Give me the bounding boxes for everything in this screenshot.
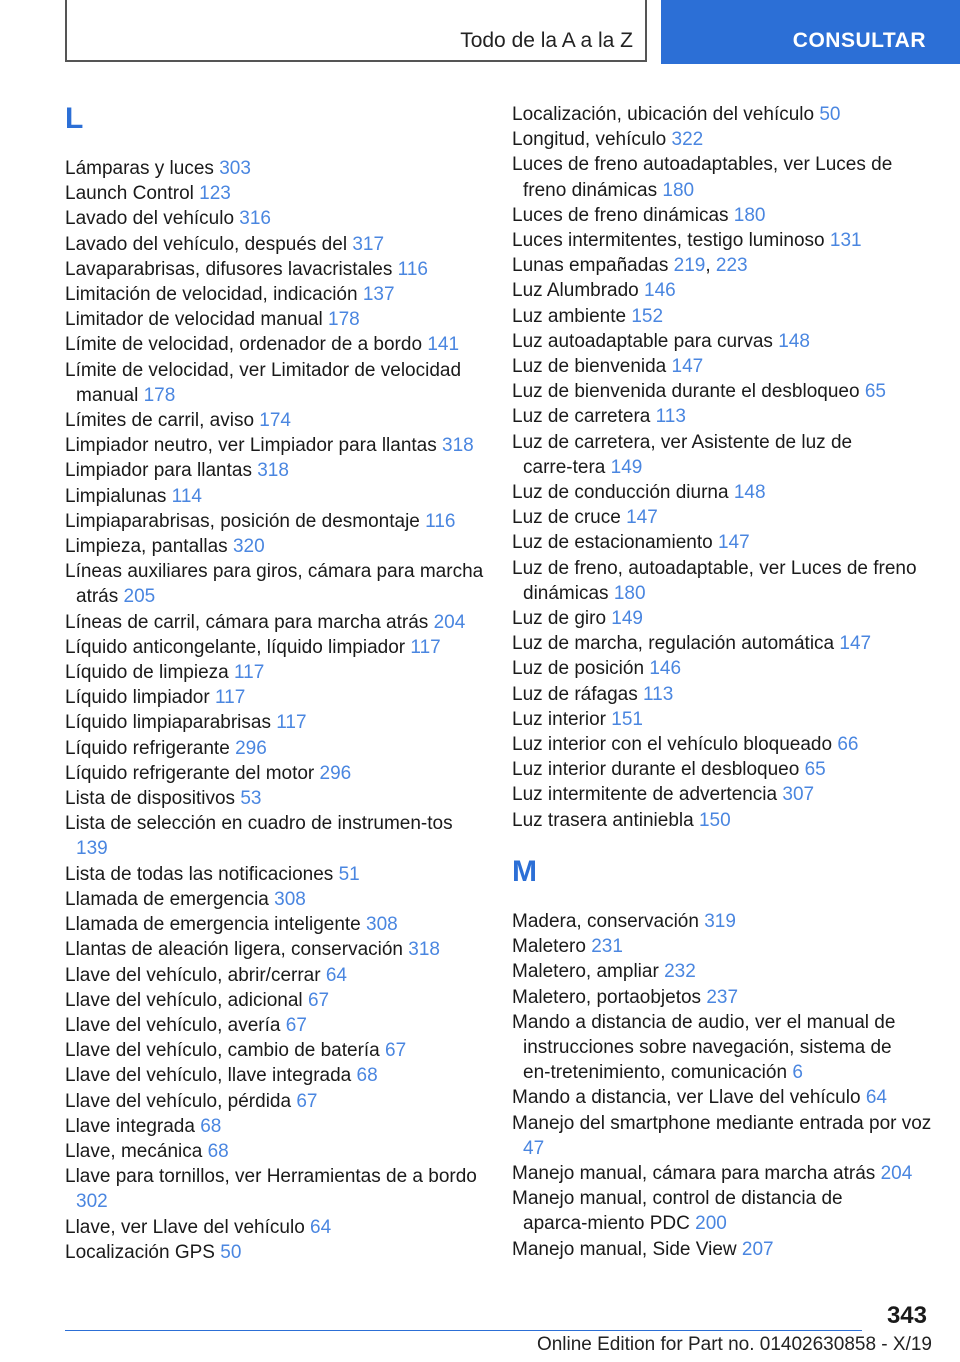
index-entry — [65, 1063, 485, 1088]
index-entry-text: Límite de velocidad, ordenador de a bordo — [65, 334, 428, 356]
section-tab-label: Todo de la A a la Z — [460, 29, 633, 52]
index-entry — [65, 307, 485, 332]
page-link[interactable]: 50 — [819, 104, 841, 125]
index-entry-text: Localización, ubicación del vehículo — [512, 104, 820, 125]
page-header — [65, 0, 960, 64]
index-entry-text: Lista de todas las notificaciones — [65, 863, 339, 885]
index-entry — [512, 656, 932, 681]
page-link[interactable]: 64 — [310, 1216, 332, 1238]
index-entry — [65, 610, 485, 635]
index-entry-text: Madera, conservación — [512, 910, 705, 932]
page-link[interactable]: 65 — [804, 759, 826, 781]
page-link[interactable]: 180 — [662, 179, 695, 201]
page-link[interactable]: 139 — [76, 838, 108, 860]
index-entry-text: Limpialunas — [65, 485, 172, 507]
index-entry — [512, 530, 932, 555]
index-entry-text: Luz trasera antiniebla — [512, 809, 699, 831]
index-entry-text: Launch Control — [65, 183, 200, 205]
index-entry-text: Luz interior durante el desbloqueo — [512, 759, 805, 781]
index-entry-text: Maletero, ampliar — [512, 961, 665, 983]
index-entry-text: Manejo del smartphone mediante entrada por voz — [512, 1112, 932, 1134]
page-link[interactable]: 320 — [232, 536, 265, 558]
page-link[interactable]: 67 — [285, 1014, 307, 1036]
index-entry — [65, 282, 485, 307]
index-entry-text: Lista de dispositivos — [65, 788, 241, 810]
index-entry-text: Luz de posición — [512, 658, 650, 680]
index-entry-text: Llave del vehículo, adicional — [65, 989, 308, 1011]
page-link[interactable]: 117 — [410, 636, 441, 658]
index-entry-text: Lavado del vehículo, después del — [65, 233, 353, 255]
index-entry — [65, 1114, 485, 1139]
index-entry-text: Luces de freno autoadaptables, ver Luces de freno dinámicas — [512, 154, 893, 201]
page-link[interactable]: 146 — [649, 658, 682, 680]
page-link[interactable]: 207 — [741, 1238, 774, 1260]
edition-text: Online Edition for Part no. 01402630858 - X/19 — [536, 1334, 932, 1355]
index-entry-text: Luz de bienvenida — [512, 356, 672, 378]
page-link[interactable]: 47 — [523, 1137, 545, 1159]
index-entry-text: Llave del vehículo, cambio de batería — [65, 1040, 386, 1062]
index-entry — [512, 203, 932, 228]
index-entry — [65, 1089, 485, 1114]
index-column-left — [65, 102, 485, 1265]
index-entry-text: Luz autoadaptable para curvas — [512, 330, 779, 352]
page-link[interactable]: 204 — [433, 611, 466, 633]
index-entry — [512, 1161, 932, 1186]
index-entry-text: Maletero, portaobjetos — [512, 986, 707, 1008]
index-entry — [512, 1186, 932, 1236]
index-entry-text: Llave del vehículo, llave integrada — [65, 1065, 357, 1087]
index-entry-text: Límite de velocidad, ver Limitador de velocidad manual — [65, 359, 462, 406]
page-link[interactable]: 237 — [706, 986, 739, 1008]
index-entry-text: Lunas empañadas — [512, 255, 674, 277]
index-entry — [65, 635, 485, 660]
page-link[interactable]: 67 — [385, 1040, 407, 1062]
index-entry — [65, 912, 485, 937]
index-entry — [512, 304, 932, 329]
consult-tab-label: CONSULTAR — [792, 29, 926, 52]
page-link[interactable]: 66 — [837, 734, 859, 756]
page-link[interactable]: 113 — [655, 406, 686, 428]
page-link[interactable]: 6 — [792, 1062, 803, 1084]
index-entry — [65, 685, 485, 710]
index-entry-text: Lista de selección en cuadro de instrumen‑tos — [65, 813, 453, 835]
page-link[interactable]: 123 — [199, 183, 231, 205]
page-link[interactable]: 116 — [425, 510, 456, 532]
index-entry — [65, 736, 485, 761]
index-entry-text: Luz de estacionamiento — [512, 532, 718, 554]
index-entry-text: Líquido refrigerante — [65, 737, 236, 759]
index-entry — [512, 253, 932, 278]
page-link[interactable]: 141 — [427, 334, 460, 356]
index-entry-text: Luz de conducción diurna — [512, 482, 734, 504]
index-entry-text: Longitud, vehículo — [512, 129, 672, 151]
page-link[interactable]: 178 — [143, 384, 176, 406]
page-link[interactable]: 308 — [366, 914, 398, 936]
page-link[interactable]: 137 — [362, 284, 395, 306]
index-entry-text: Lavaparabrisas, difusores lavacristales — [65, 258, 398, 280]
index-entry — [65, 1215, 485, 1240]
page-link[interactable]: 67 — [296, 1090, 318, 1112]
page-link[interactable]: 147 — [839, 633, 872, 655]
page-link[interactable]: 219 — [673, 255, 706, 277]
page-link[interactable]: 149 — [611, 608, 643, 630]
index-entry-text: Líquido limpiaparabrisas — [65, 712, 277, 734]
index-entry-text: Limitador de velocidad manual — [65, 309, 328, 331]
page-link[interactable]: 308 — [274, 888, 306, 910]
page-number: 343 — [886, 1302, 927, 1329]
index-entry — [65, 484, 485, 509]
index-entry-text: Luces intermitentes, testigo luminoso — [512, 230, 830, 252]
page-link[interactable]: 68 — [356, 1065, 378, 1087]
page-link[interactable]: 64 — [865, 1087, 887, 1109]
index-entry-text: Luz ambiente — [512, 305, 632, 327]
index-entry-text: Luz de bienvenida durante el desbloqueo — [512, 381, 865, 403]
page-link[interactable]: 152 — [631, 305, 664, 327]
page-link[interactable]: 316 — [239, 208, 271, 230]
index-entry — [512, 278, 932, 303]
consult-tab[interactable] — [661, 0, 960, 64]
index-entry — [512, 102, 932, 127]
index-entry-text: Llave, mecánica — [65, 1140, 208, 1162]
index-letter-l: L — [65, 102, 84, 135]
page-link[interactable]: 148 — [733, 482, 766, 504]
index-entry — [512, 808, 932, 833]
index-entry — [65, 761, 485, 786]
index-entry — [65, 710, 485, 735]
index-entry-text: Limpiador para llantas — [65, 460, 258, 482]
index-entry-text: Limpieza, pantallas — [65, 536, 233, 558]
page-link[interactable]: 318 — [257, 460, 289, 482]
index-entry-text: Limpiaparabrisas, posición de desmontaje — [65, 510, 426, 532]
index-entry — [512, 782, 932, 807]
index-entry-text: Manejo manual, cámara para marcha atrás — [512, 1162, 881, 1184]
index-entry-text: Límites de carril, aviso — [65, 410, 260, 432]
index-entry — [65, 156, 485, 181]
page-link[interactable]: 318 — [442, 435, 474, 457]
page-link[interactable]: 149 — [610, 456, 643, 478]
index-entry-text: Líneas auxiliares para giros, cámara para marcha atrás — [65, 561, 484, 608]
page-link[interactable]: 307 — [782, 784, 815, 806]
page-link[interactable]: 223 — [715, 255, 748, 277]
page-link[interactable]: 205 — [123, 586, 156, 608]
index-entry — [512, 682, 932, 707]
index-entry — [512, 379, 932, 404]
section-tab[interactable] — [65, 0, 647, 62]
page-link[interactable]: 151 — [611, 708, 643, 730]
index-entry-text: Llave del vehículo, abrir/cerrar — [65, 964, 326, 986]
page-link[interactable]: 51 — [338, 863, 360, 885]
page-link[interactable]: 232 — [664, 961, 696, 983]
index-entry — [512, 152, 932, 202]
index-entry-text: Luz Alumbrado — [512, 280, 645, 302]
index-entry-text: Llave, ver Llave del vehículo — [65, 1216, 311, 1238]
page-link[interactable]: 148 — [778, 330, 810, 352]
page-link[interactable]: 178 — [328, 309, 360, 331]
page-link[interactable]: 302 — [76, 1191, 108, 1213]
index-entry — [512, 1111, 932, 1161]
index-entry — [65, 332, 485, 357]
page-link[interactable]: 146 — [644, 280, 676, 302]
index-entry — [65, 887, 485, 912]
index-entry — [65, 458, 485, 483]
page-link[interactable]: 67 — [307, 989, 330, 1011]
index-entry — [512, 1237, 932, 1262]
index-entry — [65, 988, 485, 1013]
index-entry — [512, 404, 932, 429]
index-entry — [65, 963, 485, 988]
index-entry-text: Mando a distancia de audio, ver el manual de instrucciones sobre navegación, sistema de en‑tretenimiento, comunicación — [512, 1011, 896, 1084]
page-link[interactable]: 147 — [717, 532, 750, 554]
index-entry-text: Líquido limpiador — [65, 687, 215, 709]
index-entry — [65, 433, 485, 458]
index-entry-text: Manejo manual, Side View — [512, 1238, 742, 1260]
page-link[interactable]: 117 — [234, 662, 265, 684]
page-link[interactable]: 204 — [880, 1162, 913, 1184]
index-entry-text: Llamada de emergencia inteligente — [65, 914, 367, 936]
page-link[interactable]: 68 — [207, 1140, 229, 1162]
index-entry — [65, 509, 485, 534]
index-entry — [65, 408, 485, 433]
index-entry-text: Luz de giro — [512, 608, 612, 630]
page-link[interactable]: 64 — [325, 964, 347, 986]
page-link[interactable]: 150 — [698, 809, 731, 831]
index-entry-text: Líquido de limpieza — [65, 662, 234, 684]
index-entries-l-continued — [512, 102, 932, 833]
page-link[interactable]: 68 — [200, 1115, 222, 1137]
index-entry — [65, 206, 485, 231]
index-entry-text: Llave del vehículo, avería — [65, 1014, 286, 1036]
page-link[interactable]: 117 — [276, 712, 307, 734]
index-entry — [512, 959, 932, 984]
index-entry-text: Llantas de aleación ligera, conservación — [65, 939, 409, 961]
index-entry — [512, 985, 932, 1010]
page-link[interactable]: 65 — [864, 381, 886, 403]
index-entry-text: Llamada de emergencia — [65, 888, 275, 910]
page-link[interactable]: 147 — [671, 356, 704, 378]
page-link[interactable]: 200 — [695, 1213, 727, 1235]
index-entry-text: Mando a distancia, ver Llave del vehículo — [512, 1087, 866, 1109]
index-entry — [512, 127, 932, 152]
index-entry-text: Luz de cruce — [512, 507, 627, 529]
footer-edition — [537, 1334, 932, 1356]
index-entry-text: Luz interior con el vehículo bloqueado — [512, 734, 838, 756]
page-link[interactable]: 117 — [214, 687, 246, 709]
index-entry — [512, 934, 932, 959]
index-entry — [65, 1164, 485, 1214]
index-entry-text: Luz interior — [512, 708, 612, 730]
page-link[interactable]: 317 — [352, 233, 385, 255]
index-entry-text: Localización GPS — [65, 1241, 221, 1263]
index-entry-text: Lámparas y luces — [65, 158, 220, 179]
index-entry — [65, 1139, 485, 1164]
index-entry-text: Llave del vehículo, pérdida — [65, 1090, 297, 1112]
index-entry-text: Limpiador neutro, ver Limpiador para llantas — [65, 435, 443, 457]
index-entry — [512, 631, 932, 656]
index-entry — [65, 181, 485, 206]
index-entry-text: Líquido refrigerante del motor — [65, 762, 320, 784]
index-entry — [512, 505, 932, 530]
index-entry — [512, 732, 932, 757]
index-entry — [65, 1013, 485, 1038]
index-entry-text: Lavado del vehículo — [65, 208, 240, 230]
index-entry — [512, 556, 932, 606]
index-entry — [512, 480, 932, 505]
index-entry — [65, 1038, 485, 1063]
index-entry — [65, 534, 485, 559]
footer-divider — [65, 1330, 862, 1331]
index-entry-text: Manejo manual, control de distancia de aparca‑miento PDC — [512, 1188, 843, 1235]
page-separator: , — [705, 255, 716, 277]
page-link[interactable]: 296 — [235, 737, 267, 759]
index-entry — [512, 228, 932, 253]
index-entry — [512, 329, 932, 354]
index-entry-text: Luz de carretera — [512, 406, 656, 428]
index-entry — [65, 559, 485, 609]
page-link[interactable]: 322 — [671, 129, 704, 151]
index-entries-l — [65, 156, 485, 1265]
page-link[interactable]: 147 — [626, 507, 658, 529]
index-entries-m — [512, 909, 932, 1262]
index-entry — [512, 430, 932, 480]
page-link[interactable]: 174 — [259, 410, 291, 432]
index-column-right — [512, 102, 932, 1262]
page-link[interactable]: 53 — [240, 788, 262, 810]
index-entry — [65, 232, 485, 257]
page-link[interactable]: 131 — [829, 230, 862, 252]
index-entry — [512, 1085, 932, 1110]
index-entry — [65, 1240, 485, 1265]
index-entry-text: Luz intermitente de advertencia — [512, 784, 783, 806]
page-link[interactable]: 318 — [408, 939, 440, 961]
page-link[interactable]: 116 — [397, 258, 428, 280]
page-link[interactable]: 303 — [219, 158, 251, 179]
page-link[interactable]: 319 — [704, 910, 736, 932]
index-entry-text: Líneas de carril, cámara para marcha atrás — [65, 611, 434, 633]
index-entry-text: Limitación de velocidad, indicación — [65, 284, 363, 306]
page-link[interactable]: 113 — [642, 683, 674, 705]
index-entry-text: Luz de carretera, ver Asistente de luz de carre‑tera — [512, 431, 853, 478]
index-entry — [512, 354, 932, 379]
page-link[interactable]: 296 — [319, 762, 352, 784]
page-link[interactable]: 114 — [171, 485, 202, 507]
index-entry — [512, 757, 932, 782]
index-entry-text: Maletero — [512, 936, 592, 958]
index-letter-m: M — [512, 854, 537, 888]
index-entry — [65, 786, 485, 811]
index-entry-text: Líquido anticongelante, líquido limpiador — [65, 636, 411, 658]
index-entry-text: Luz de freno, autoadaptable, ver Luces de freno dinámicas — [512, 557, 917, 604]
page-link[interactable]: 50 — [220, 1241, 242, 1263]
index-entry — [512, 909, 932, 934]
index-entry — [65, 862, 485, 887]
index-entry-text: Luces de freno dinámicas — [512, 204, 734, 226]
index-entry — [65, 937, 485, 962]
index-entry — [512, 1010, 932, 1086]
page-link[interactable]: 231 — [591, 936, 623, 958]
index-entry — [65, 257, 485, 282]
page-link[interactable]: 180 — [613, 582, 646, 604]
index-entry-text: Luz de ráfagas — [512, 683, 643, 705]
index-entry-text: Llave para tornillos, ver Herramientas de a bordo — [65, 1166, 477, 1188]
index-entry — [65, 660, 485, 685]
index-entry — [65, 358, 485, 408]
index-entry — [512, 606, 932, 631]
index-entry — [512, 707, 932, 732]
index-entry-text: Llave integrada — [65, 1115, 201, 1137]
index-entry-text: Luz de marcha, regulación automática — [512, 633, 840, 655]
page-link[interactable]: 180 — [733, 204, 766, 226]
index-entry — [65, 811, 485, 861]
